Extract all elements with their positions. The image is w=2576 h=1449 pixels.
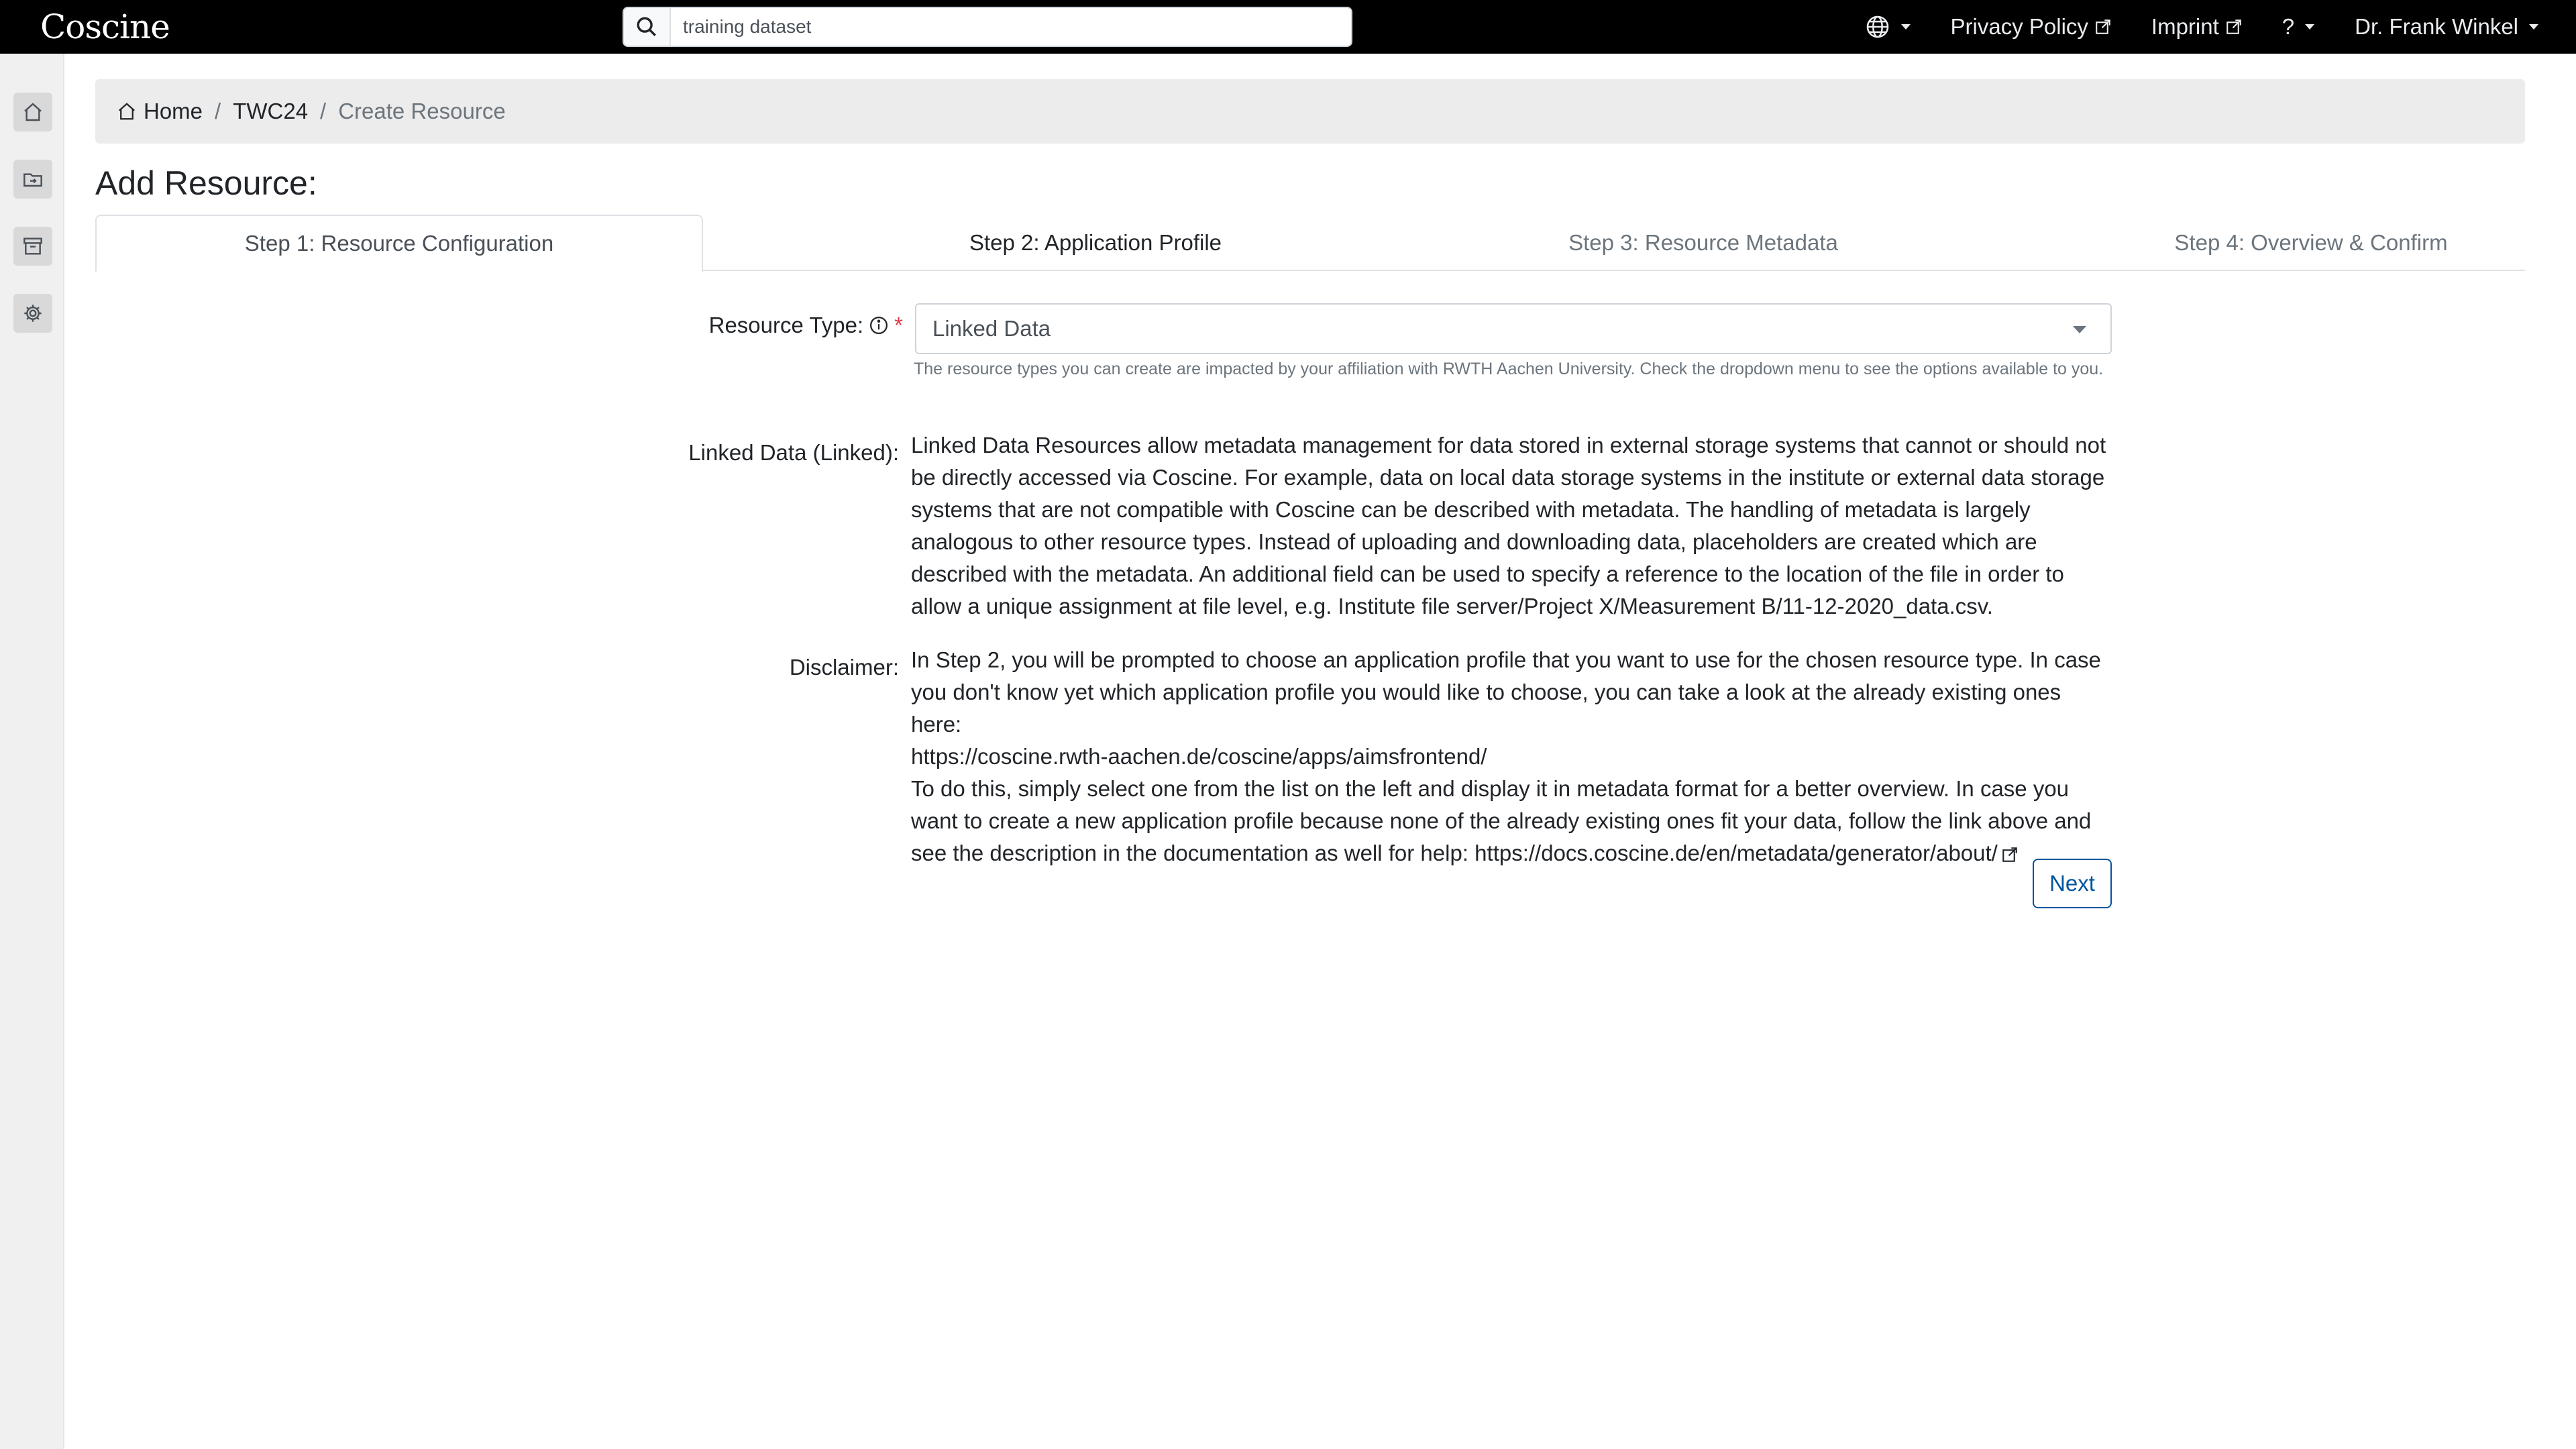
- page-title: Add Resource:: [95, 164, 317, 202]
- imprint-label: Imprint: [2151, 14, 2219, 39]
- help-label: ?: [2282, 14, 2295, 39]
- search-icon: [635, 15, 658, 38]
- tab-step-1[interactable]: Step 1: Resource Configuration: [95, 215, 703, 272]
- resource-type-select[interactable]: [915, 303, 2112, 354]
- user-menu-dropdown[interactable]: [2355, 14, 2538, 40]
- disclaimer-label: Disclaimer:: [789, 655, 899, 680]
- external-link-icon[interactable]: [2002, 847, 2018, 863]
- help-dropdown[interactable]: [2282, 14, 2314, 40]
- coscine-logo[interactable]: Coscine: [40, 7, 170, 46]
- breadcrumb-home[interactable]: [117, 99, 203, 124]
- sidebar-item-archive[interactable]: [13, 227, 52, 266]
- resource-type-label: Resource Type:: [708, 313, 864, 337]
- globe-icon: [1865, 14, 1890, 40]
- external-link-icon: [2095, 19, 2111, 35]
- breadcrumb-current: Create Resource: [338, 99, 506, 123]
- sidebar-item-projects[interactable]: [13, 160, 52, 199]
- user-name: Dr. Frank Winkel: [2355, 14, 2518, 39]
- home-icon: [117, 101, 137, 121]
- next-button[interactable]: Next: [2033, 859, 2112, 908]
- info-icon[interactable]: [869, 315, 889, 335]
- archive-icon: [22, 235, 44, 257]
- gear-icon: [22, 303, 44, 324]
- sidebar: [0, 54, 64, 1449]
- required-mark: *: [894, 313, 903, 337]
- resource-type-value: Linked Data: [932, 316, 1051, 341]
- tab-step-4[interactable]: Step 4: Overview & Confirm: [2174, 230, 2448, 255]
- chevron-down-icon: [2073, 326, 2086, 333]
- breadcrumb-separator: /: [215, 99, 221, 123]
- documentation-link[interactable]: https://docs.coscine.de/en/metadata/generator/about/: [1474, 841, 1998, 865]
- disclaimer-text-part1: In Step 2, you will be prompted to choose an application profile that you want to use for the chosen resource type. In case you don't know yet which application profile you would like to choose, you can take a look at the already existing ones here:: [911, 647, 2101, 737]
- privacy-policy-link[interactable]: [1951, 14, 2111, 40]
- home-icon: [22, 101, 44, 123]
- privacy-policy-label: Privacy Policy: [1950, 14, 2088, 39]
- tab-step-2[interactable]: Step 2: Application Profile: [969, 230, 1222, 255]
- description-label: Linked Data (Linked):: [688, 440, 899, 465]
- breadcrumb-project[interactable]: TWC24: [233, 99, 309, 123]
- search-bar: [623, 7, 1352, 47]
- chevron-down-icon: [2529, 24, 2538, 30]
- tab-step-3[interactable]: Step 3: Resource Metadata: [1568, 230, 1838, 255]
- breadcrumb-home-label: Home: [144, 99, 203, 123]
- top-nav-links: [1865, 0, 2538, 54]
- resource-type-hint: The resource types you can create are impacted by your affiliation with RWTH Aachen University. Check the dropdown menu to see the options available to you.: [914, 360, 2104, 378]
- sidebar-item-home[interactable]: [13, 93, 52, 131]
- external-link-icon: [2226, 19, 2242, 35]
- breadcrumb: [95, 79, 2525, 144]
- language-dropdown[interactable]: [1865, 14, 1911, 40]
- resource-type-label-group: [604, 313, 903, 338]
- imprint-link[interactable]: [2151, 14, 2242, 40]
- aims-frontend-link[interactable]: https://coscine.rwth-aachen.de/coscine/apps/aimsfrontend/: [911, 744, 1487, 769]
- breadcrumb-separator: /: [320, 99, 327, 123]
- description-text: Linked Data Resources allow metadata management for data stored in external storage systems that cannot or should not be directly accessed via Coscine. For example, data on local data storage systems in the institute or external data storage systems that are not compatible with Coscine can be described with metadata. The handling of metadata is largely analogous to other resource types. Instead of uploading and downloading data, placeholders are created which are described with the metadata. An additional field can be used to specify a reference to the location of the file in order to allow a unique assignment at file level, e.g. Institute file server/Project X/Measurement B/11-12-2020_data.csv.: [911, 433, 2106, 619]
- search-button[interactable]: [624, 8, 671, 46]
- disclaimer-text: [911, 644, 2112, 869]
- disclaimer-text-part2: To do this, simply select one from the list on the left and display it in metadata format for a better overview. In case you want to create a new application profile because none of the already existing ones fit your data, follow the link above and see the description in the documentation as well for help:: [911, 776, 2092, 865]
- chevron-down-icon: [1901, 24, 1911, 30]
- search-input[interactable]: [671, 8, 1351, 46]
- step-tabs: [95, 215, 2525, 271]
- folder-icon: [22, 168, 44, 190]
- chevron-down-icon: [2305, 24, 2314, 30]
- top-navbar: [0, 0, 2576, 54]
- sidebar-item-settings[interactable]: [13, 294, 52, 333]
